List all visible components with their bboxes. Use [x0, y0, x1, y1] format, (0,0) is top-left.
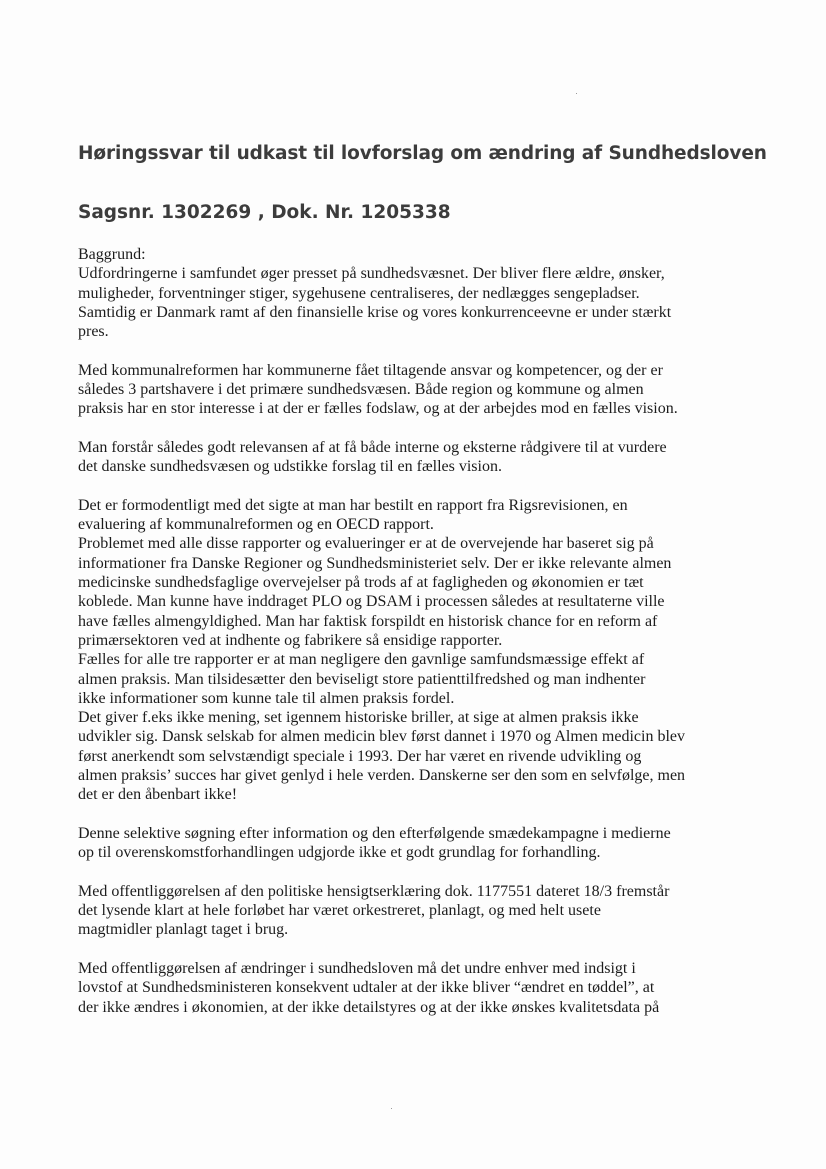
- text-line: Udfordringerne i samfundet øger presset på sundhedsvæsnet. Der bliver flere ældre, ønsker,: [78, 265, 665, 283]
- text-line: således 3 partshavere i det primære sundhedsvæsen. Både region og kommune og almen: [78, 381, 644, 399]
- text-line: det er den åbenbart ikke!: [78, 786, 238, 804]
- text-line: magtmidler planlagt taget i brug.: [78, 921, 289, 939]
- text-line: ikke informationer som kunne tale til almen praksis fordel.: [78, 689, 455, 707]
- text-line: praksis har en stor interesse i at der er fælles fodslaw, og at der arbejdes mod en fælles vision.: [78, 400, 678, 418]
- text-line: lovstof at Sundhedsministeren konsekvent udtaler at der ikke bliver “ændret en tøddel”, at: [78, 979, 655, 997]
- scan-speck: [391, 1108, 392, 1109]
- paragraph: [78, 882, 768, 940]
- paragraph: [78, 824, 768, 863]
- text-line: det lysende klart at hele forløbet har været orkestreret, planlagt, og med helt usete: [78, 902, 601, 920]
- text-line: have fælles almengyldighed. Man har faktisk forspildt en historisk chance for en reform af: [78, 612, 658, 630]
- text-line: almen praksis. Man tilsidesætter den beviseligt store patienttilfredshed og man indhenter: [78, 670, 646, 688]
- text-line: pres.: [78, 323, 109, 341]
- text-line: Man forstår således godt relevansen af at få både interne og eksterne rådgivere til at vurdere: [78, 438, 667, 456]
- paragraph: [78, 496, 768, 805]
- text-line: Med offentliggørelsen af den politiske hensigtserklæring dok. 1177551 dateret 18/3 fremstår: [78, 882, 670, 900]
- case-reference: Sagsnr. 1302269 , Dok. Nr. 1205338: [78, 202, 451, 223]
- text-line: der ikke ændres i økonomien, at der ikke detailstyres og at der ikke ønskes kvalitetsdata på: [78, 998, 660, 1016]
- text-line: Fælles for alle tre rapporter er at man negligere den gavnlige samfundsmæssige effekt af: [78, 651, 645, 669]
- text-line: Med offentliggørelsen af ændringer i sundhedsloven må det undre enhver med indsigt i: [78, 959, 636, 977]
- text-line: primærsektoren ved at indhente og fabrikere så ensidige rapporter.: [78, 631, 503, 649]
- text-line: Med kommunalreformen har kommunerne fået tiltagende ansvar og kompetencer, og der er: [78, 361, 663, 379]
- text-line: Samtidig er Danmark ramt af den finansielle krise og vores konkurrenceevne er under stærkt: [78, 303, 672, 321]
- text-line: udvikler sig. Dansk selskab for almen medicin blev først dannet i 1970 og Almen medicin blev: [78, 728, 685, 746]
- text-line: først anerkendt som selvstændigt speciale i 1993. Der har været en rivende udvikling og: [78, 747, 642, 765]
- text-line: Det er formodentligt med det sigte at man har bestilt en rapport fra Rigsrevisionen, en: [78, 496, 628, 514]
- paragraph: [78, 245, 768, 341]
- text-line: det danske sundhedsvæsen og udstikke forslag til en fælles vision.: [78, 458, 502, 476]
- paragraph: [78, 438, 768, 477]
- text-line: op til overenskomstforhandlingen udgjorde ikke et godt grundlag for forhandling.: [78, 844, 601, 862]
- text-line: Denne selektive søgning efter information og den efterfølgende smædekampagne i medierne: [78, 824, 671, 842]
- text-line: informationer fra Danske Regioner og Sundhedsministeriet selv. Der er ikke relevante almen: [78, 554, 672, 572]
- paragraph: [78, 959, 768, 1017]
- text-line: Det giver f.eks ikke mening, set igennem historiske briller, at sige at almen praksis ikke: [78, 709, 639, 727]
- text-line: medicinske sundhedsfaglige overvejelser på trods af at fagligheden og økonomien er tæt: [78, 574, 644, 592]
- text-line: Baggrund:: [78, 246, 146, 263]
- scan-speck: [576, 93, 577, 94]
- document-body: [78, 245, 768, 1036]
- text-line: evaluering af kommunalreformen og en OECD rapport.: [78, 516, 434, 534]
- text-line: koblede. Man kunne have inddraget PLO og DSAM i processen således at resultaterne ville: [78, 593, 665, 611]
- text-line: muligheder, forventninger stiger, sygehusene centraliseres, der nedlægges sengepladser.: [78, 284, 640, 302]
- text-line: Problemet med alle disse rapporter og evalueringer er at de overvejende har baseret sig på: [78, 535, 654, 553]
- paragraph: [78, 361, 768, 419]
- text-line: almen praksis’ succes har givet genlyd i hele verden. Danskerne ser den som en selvfølge, men: [78, 767, 686, 785]
- document-title: Høringssvar til udkast til lovforslag om ændring af Sundhedsloven: [78, 143, 767, 164]
